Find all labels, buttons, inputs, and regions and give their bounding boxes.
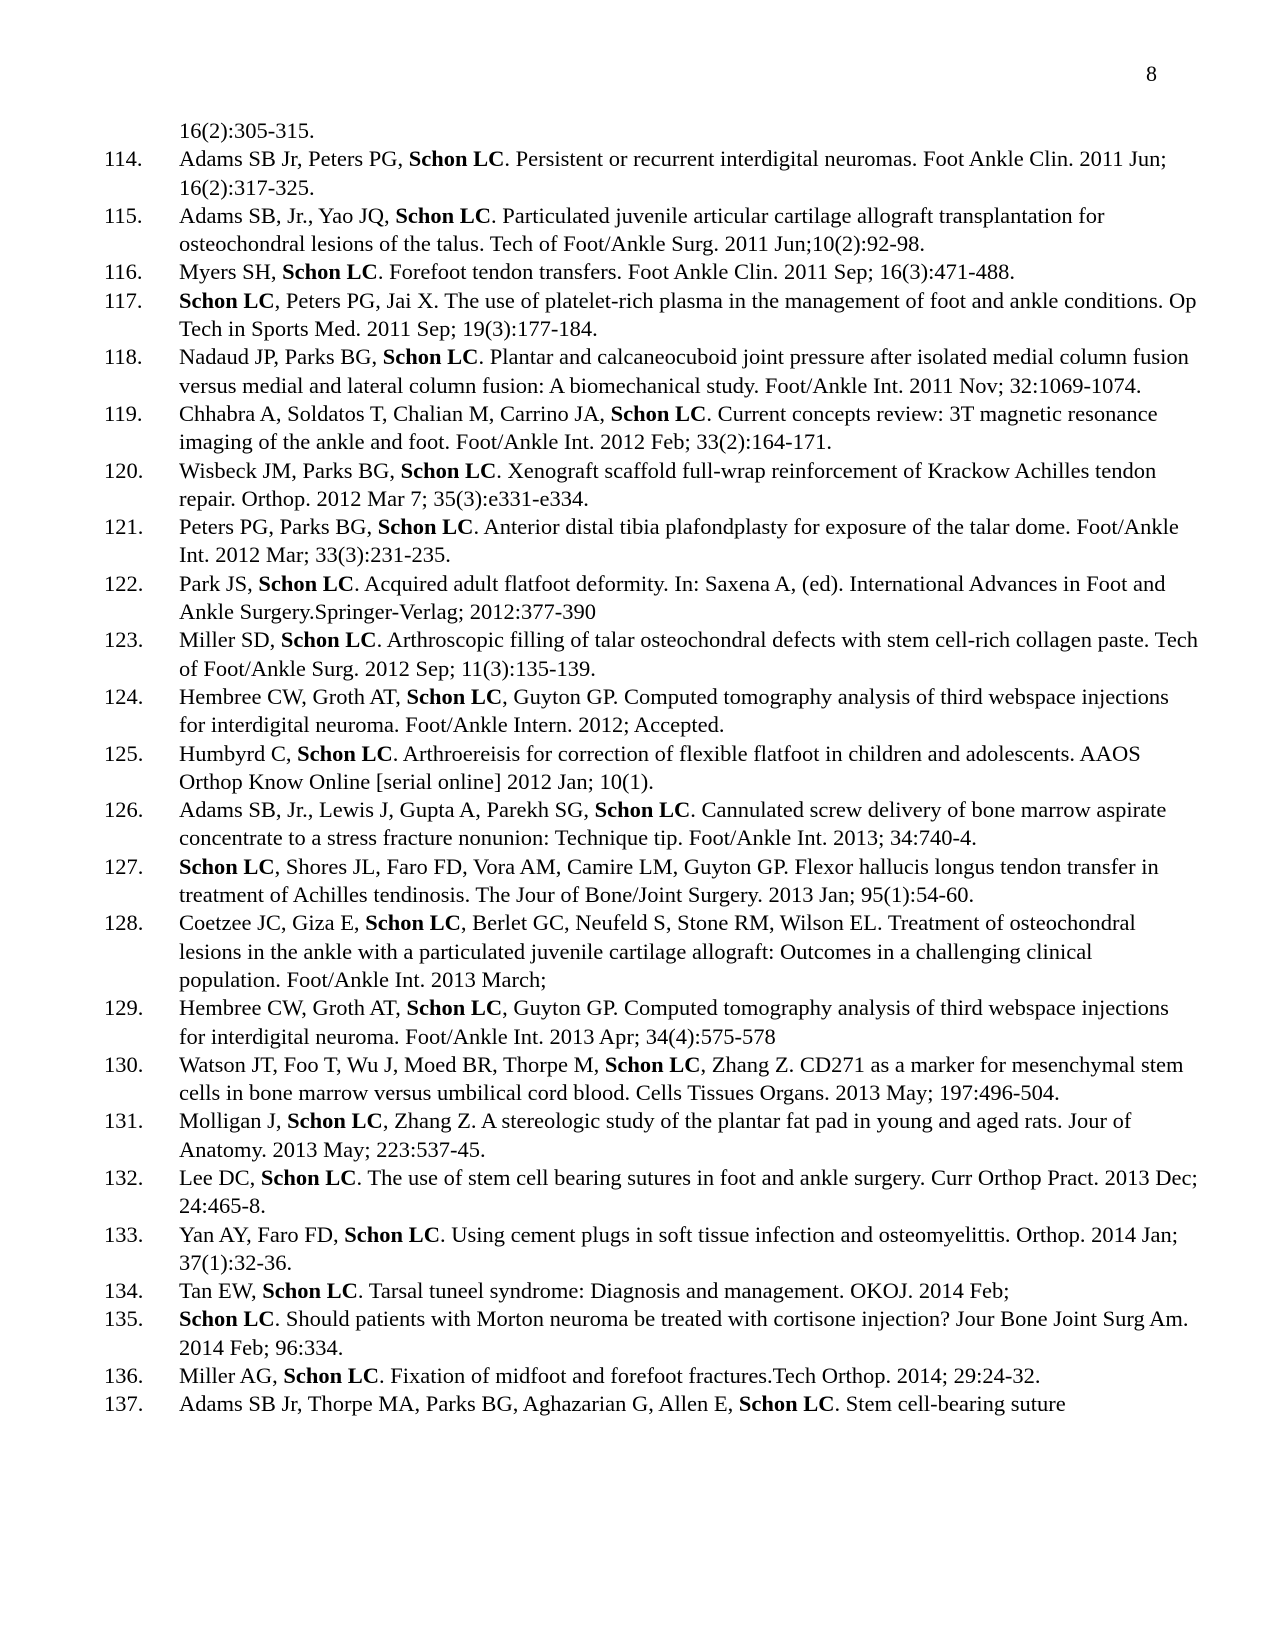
- reference-text: [179, 343, 1199, 400]
- reference-list: [0, 117, 1275, 1419]
- reference-item: [0, 258, 1275, 286]
- reference-text: [179, 570, 1199, 627]
- highlighted-author: Schon LC: [738, 1391, 835, 1417]
- reference-citation: . Using cement plugs in soft tissue infection and osteomyelittis. Orthop. 2014 Jan; 37(1):32-36.: [179, 1221, 1178, 1275]
- reference-number: 127.: [104, 853, 144, 879]
- reference-citation: . Plantar and calcaneocuboid joint pressure after isolated medial column fusion versus medial and lateral column fusion: A biomechanical study. Foot/Ankle Int. 2011 Nov; 32:1069-1074.: [179, 344, 1189, 398]
- reference-citation: , Guyton GP. Computed tomography analysis of third webspace injections for interdigital neuroma. Foot/Ankle Int. 2013 Apr; 34(4):575-578: [179, 995, 1169, 1049]
- reference-authors: Nadaud JP, Parks BG,: [179, 344, 383, 370]
- reference-citation: . Anterior distal tibia plafondplasty for exposure of the talar dome. Foot/Ankle Int. 2012 Mar; 33(3):231-235.: [179, 514, 1179, 568]
- reference-authors: Humbyrd C,: [179, 740, 298, 766]
- reference-authors: Watson JT, Foo T, Wu J, Moed BR, Thorpe M,: [179, 1051, 605, 1077]
- highlighted-author: Schon LC: [594, 797, 691, 823]
- reference-authors: Hembree CW, Groth AT,: [179, 683, 407, 709]
- reference-citation: . Acquired adult flatfoot deformity. In: Saxena A, (ed). International Advances in Foot and Ankle Surgery.Springer-Verlag; 2012:377-390: [179, 570, 1166, 625]
- reference-text: [179, 287, 1199, 344]
- reference-item: [0, 909, 1275, 994]
- reference-item: [0, 1221, 1275, 1278]
- reference-text: [179, 853, 1199, 910]
- reference-authors: Coetzee JC, Giza E,: [179, 910, 366, 936]
- reference-item: [0, 1164, 1275, 1221]
- reference-item: [0, 457, 1275, 514]
- reference-item: [0, 1390, 1275, 1418]
- reference-item: [0, 994, 1275, 1051]
- reference-citation: . Persistent or recurrent interdigital neuromas. Foot Ankle Clin. 2011 Jun; 16(2):317-325.: [179, 146, 1167, 200]
- reference-authors: Tan EW,: [179, 1278, 263, 1304]
- reference-text: [179, 258, 1199, 286]
- highlighted-author: Schon LC: [395, 202, 491, 228]
- reference-citation: , Peters PG, Jai X. The use of platelet-rich plasma in the management of foot and ankle conditions. Op Tech in Sports Med. 2011 Sep; 19(3):177-184.: [179, 287, 1197, 342]
- reference-citation: . Forefoot tendon transfers. Foot Ankle Clin. 2011 Sep; 16(3):471-488.: [377, 259, 1016, 285]
- reference-citation: , Shores JL, Faro FD, Vora AM, Camire LM, Guyton GP. Flexor hallucis longus tendon transfer in treatment of Achilles tendinosis. The Jour of Bone/Joint Surgery. 2013 Jan; 95(1):54-60.: [179, 853, 1159, 908]
- reference-authors: Molligan J,: [179, 1108, 288, 1134]
- reference-citation: . Stem cell-bearing suture: [834, 1391, 1066, 1417]
- reference-citation: , Zhang Z. A stereologic study of the plantar fat pad in young and aged rats. Jour of Anatomy. 2013 May; 223:537-45.: [179, 1108, 1132, 1162]
- reference-number: 123.: [104, 627, 144, 653]
- reference-number: 129.: [104, 995, 144, 1021]
- reference-citation: . Xenograft scaffold full-wrap reinforcement of Krackow Achilles tendon repair. Orthop. 2012 Mar 7; 35(3):e331-e334.: [179, 457, 1157, 511]
- reference-number: 128.: [104, 910, 144, 936]
- reference-text: [179, 796, 1199, 853]
- reference-number: 135.: [104, 1306, 144, 1332]
- reference-citation: , Guyton GP. Computed tomography analysis of third webspace injections for interdigital neuroma. Foot/Ankle Intern. 2012; Accepted.: [179, 683, 1169, 738]
- reference-text: [179, 1390, 1199, 1418]
- reference-item: [0, 1362, 1275, 1390]
- page-number: 8: [1146, 61, 1157, 86]
- reference-authors: Adams SB, Jr., Lewis J, Gupta A, Parekh SG,: [179, 797, 595, 823]
- reference-number: 116.: [104, 259, 143, 285]
- reference-text: [179, 457, 1199, 514]
- reference-number: 126.: [104, 797, 144, 823]
- highlighted-author: Schon LC: [406, 683, 503, 709]
- highlighted-author: Schon LC: [382, 344, 479, 370]
- highlighted-author: Schon LC: [604, 1051, 701, 1077]
- reference-text: [179, 626, 1199, 683]
- reference-text: [179, 683, 1199, 740]
- reference-item: [0, 796, 1275, 853]
- reference-citation: . Arthroscopic filling of talar osteochondral defects with stem cell-rich collagen paste. Tech of Foot/Ankle Surg. 2012 Sep; 11(3):135-139.: [179, 627, 1199, 681]
- reference-number: 136.: [104, 1363, 144, 1389]
- reference-number: 120.: [104, 457, 144, 483]
- reference-number: 122.: [104, 570, 144, 596]
- reference-number: 115.: [104, 202, 143, 228]
- reference-item: [0, 400, 1275, 457]
- reference-text: [179, 1164, 1199, 1221]
- reference-text: [179, 1362, 1199, 1390]
- reference-item: [0, 1107, 1275, 1164]
- reference-number: 114.: [104, 146, 143, 172]
- reference-authors: Adams SB Jr, Thorpe MA, Parks BG, Aghazarian G, Allen E,: [179, 1391, 739, 1417]
- reference-text: [179, 1277, 1199, 1305]
- reference-citation: . Fixation of midfoot and forefoot fractures.Tech Orthop. 2014; 29:24-32.: [379, 1363, 1041, 1389]
- reference-number: 137.: [104, 1391, 144, 1417]
- reference-authors: Peters PG, Parks BG,: [179, 514, 378, 540]
- highlighted-author: Schon LC: [406, 995, 503, 1021]
- reference-citation: . Arthroereisis for correction of flexible flatfoot in children and adolescents. AAOS Orthop Know Online [serial online] 2012 Jan; 10(1).: [179, 740, 1141, 794]
- highlighted-author: Schon LC: [408, 146, 505, 172]
- reference-number: 134.: [104, 1278, 144, 1304]
- reference-item: [0, 1305, 1275, 1362]
- highlighted-author: Schon LC: [179, 853, 275, 879]
- highlighted-author: Schon LC: [282, 259, 378, 285]
- highlighted-author: Schon LC: [400, 457, 497, 483]
- reference-number: 133.: [104, 1221, 144, 1247]
- reference-text: [179, 994, 1199, 1051]
- reference-item: [0, 1277, 1275, 1305]
- reference-authors: Adams SB Jr, Peters PG,: [179, 146, 409, 172]
- highlighted-author: Schon LC: [283, 1363, 380, 1389]
- reference-number: 119.: [104, 400, 143, 426]
- highlighted-author: Schon LC: [377, 514, 474, 540]
- reference-authors: Myers SH,: [179, 259, 283, 285]
- reference-number: 130.: [104, 1051, 144, 1077]
- reference-item: [0, 740, 1275, 797]
- reference-text: [179, 1107, 1199, 1164]
- reference-text: 16(2):305-315.: [179, 118, 315, 143]
- reference-text: [179, 1221, 1199, 1278]
- highlighted-author: Schon LC: [280, 627, 377, 653]
- reference-text: [179, 202, 1199, 259]
- reference-item: [0, 853, 1275, 910]
- reference-text: [179, 513, 1199, 570]
- reference-citation: . Current concepts review: 3T magnetic resonance imaging of the ankle and foot. Foot/Ankle Int. 2012 Feb; 33(2):164-171.: [179, 400, 1158, 455]
- reference-citation: . Should patients with Morton neuroma be treated with cortisone injection? Jour Bone Joint Surg Am. 2014 Feb; 96:334.: [179, 1306, 1189, 1360]
- reference-text: [179, 1305, 1199, 1362]
- reference-number: 121.: [104, 514, 144, 540]
- highlighted-author: Schon LC: [258, 570, 355, 596]
- reference-authors: Hembree CW, Groth AT,: [179, 995, 407, 1021]
- highlighted-author: Schon LC: [344, 1221, 440, 1247]
- reference-text: [179, 740, 1199, 797]
- reference-item: [0, 683, 1275, 740]
- highlighted-author: Schon LC: [365, 910, 461, 936]
- reference-item: [0, 287, 1275, 344]
- reference-item: [0, 626, 1275, 683]
- reference-continuation: [0, 117, 1275, 145]
- reference-citation: , Zhang Z. CD271 as a marker for mesenchymal stem cells in bone marrow versus umbilical cord blood. Cells Tissues Organs. 2013 May; 197:496-504.: [179, 1051, 1184, 1106]
- reference-authors: Park JS,: [179, 570, 259, 596]
- reference-text: [179, 145, 1199, 202]
- highlighted-author: Schon LC: [610, 400, 707, 426]
- reference-item: [0, 513, 1275, 570]
- reference-item: [0, 202, 1275, 259]
- reference-text: [179, 1051, 1199, 1108]
- reference-number: 124.: [104, 683, 144, 709]
- reference-authors: Yan AY, Faro FD,: [179, 1221, 345, 1247]
- highlighted-author: Schon LC: [287, 1108, 383, 1134]
- highlighted-author: Schon LC: [179, 1306, 275, 1332]
- highlighted-author: Schon LC: [262, 1278, 358, 1304]
- reference-item: [0, 343, 1275, 400]
- reference-number: 132.: [104, 1164, 144, 1190]
- highlighted-author: Schon LC: [179, 287, 275, 313]
- reference-item: [0, 145, 1275, 202]
- reference-number: 118.: [104, 344, 143, 370]
- reference-citation: , Berlet GC, Neufeld S, Stone RM, Wilson EL. Treatment of osteochondral lesions in the ankle with a particulated juvenile cartilage allograft: Outcomes in a challenging clinical population. Foot/Ankle Int. 2013 March;: [179, 910, 1136, 992]
- reference-authors: Chhabra A, Soldatos T, Chalian M, Carrino JA,: [179, 400, 611, 426]
- reference-citation: . Particulated juvenile articular cartilage allograft transplantation for osteochondral lesions of the talus. Tech of Foot/Ankle Surg. 2011 Jun;10(2):92-98.: [179, 202, 1105, 257]
- reference-number: 125.: [104, 740, 144, 766]
- reference-citation: . Cannulated screw delivery of bone marrow aspirate concentrate to a stress fracture nonunion: Technique tip. Foot/Ankle Int. 2013; 34:740-4.: [179, 797, 1167, 851]
- highlighted-author: Schon LC: [260, 1164, 357, 1190]
- reference-text: [179, 400, 1199, 457]
- reference-authors: Wisbeck JM, Parks BG,: [179, 457, 401, 483]
- highlighted-author: Schon LC: [297, 740, 393, 766]
- reference-authors: Miller AG,: [179, 1363, 284, 1389]
- reference-authors: Adams SB, Jr., Yao JQ,: [179, 202, 396, 228]
- reference-citation: . Tarsal tuneel syndrome: Diagnosis and management. OKOJ. 2014 Feb;: [357, 1278, 1010, 1304]
- reference-item: [0, 1051, 1275, 1108]
- reference-citation: . The use of stem cell bearing sutures in foot and ankle surgery. Curr Orthop Pract. 2013 Dec; 24:465-8.: [179, 1164, 1198, 1219]
- reference-number: 131.: [104, 1108, 144, 1134]
- reference-authors: Lee DC,: [179, 1164, 261, 1190]
- reference-number: 117.: [104, 287, 143, 313]
- reference-item: [0, 570, 1275, 627]
- reference-text: [179, 909, 1199, 994]
- reference-authors: Miller SD,: [179, 627, 281, 653]
